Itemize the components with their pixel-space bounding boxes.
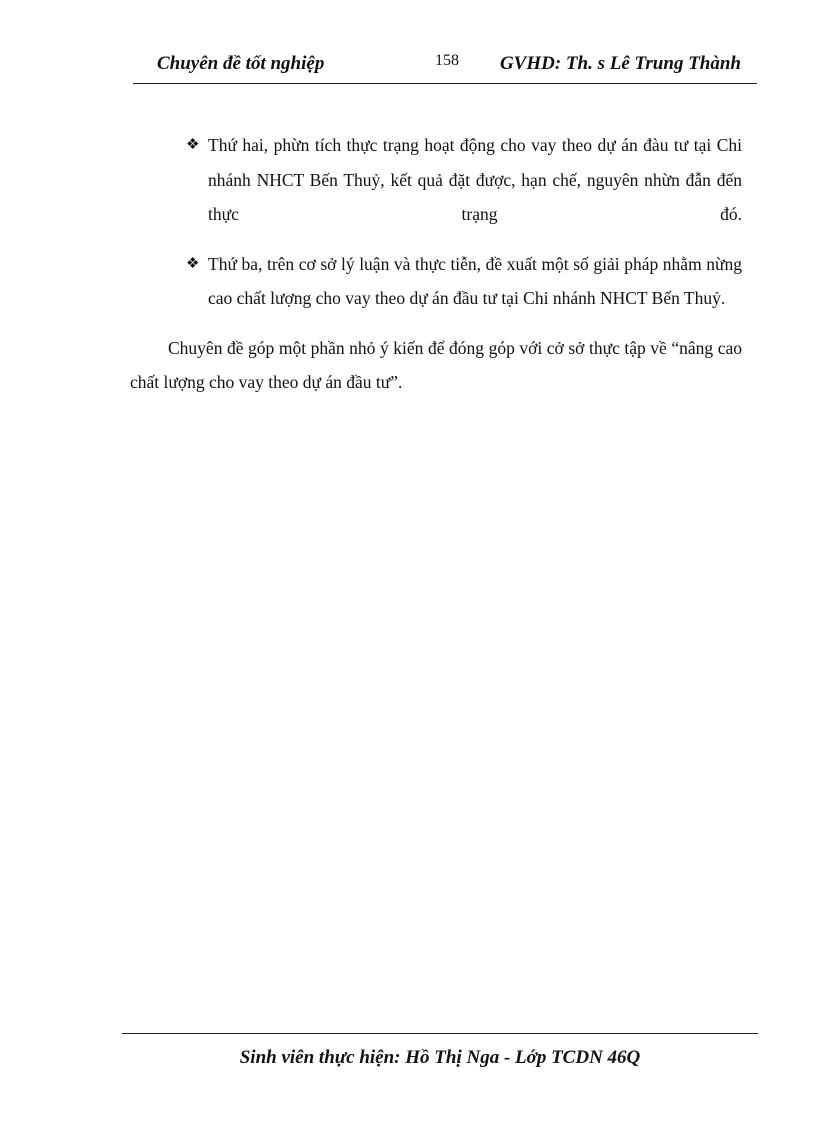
header-advisor: GVHD: Th. s Lê Trung Thành xyxy=(499,53,741,74)
body-paragraph: Chuyên đề góp một phần nhỏ ý kiến để đóng góp với cở sở thực tập về “nâng cao chất lượng cho vay theo dự án đầu tư”. xyxy=(130,337,742,392)
page-number: 158 xyxy=(435,52,459,69)
header-divider xyxy=(133,83,757,84)
page-header xyxy=(133,50,757,78)
diamond-bullet-icon: ❖ xyxy=(186,255,200,272)
header-document-title: Chuyên đề tốt nghiệp xyxy=(157,53,325,74)
bullet-item xyxy=(130,247,742,316)
page-footer: Sinh viên thực hiện: Hồ Thị Nga - Lớp TCDN 46Q xyxy=(239,1047,641,1068)
page-content xyxy=(130,128,742,400)
footer-divider xyxy=(122,1033,758,1034)
bullet-item xyxy=(130,128,742,232)
bullet-text: Thứ hai, phừn tích thực trạng hoạt động cho vay theo dự án đàu tư tại Chi nhánh NHCT Bến Thuỷ, kết quả đặt được, hạn chế, nguyên nhừn đẫn đến thực trạng đó. xyxy=(208,135,742,224)
diamond-bullet-icon: ❖ xyxy=(186,137,200,153)
bullet-text: Thứ ba, trên cơ sở lý luận và thực tiễn, đề xuất một số giải pháp nhằm nừng cao chất lượng cho vay theo dự án đầu tư tại Chi nhánh NHCT Bến Thuỷ. xyxy=(208,253,742,308)
